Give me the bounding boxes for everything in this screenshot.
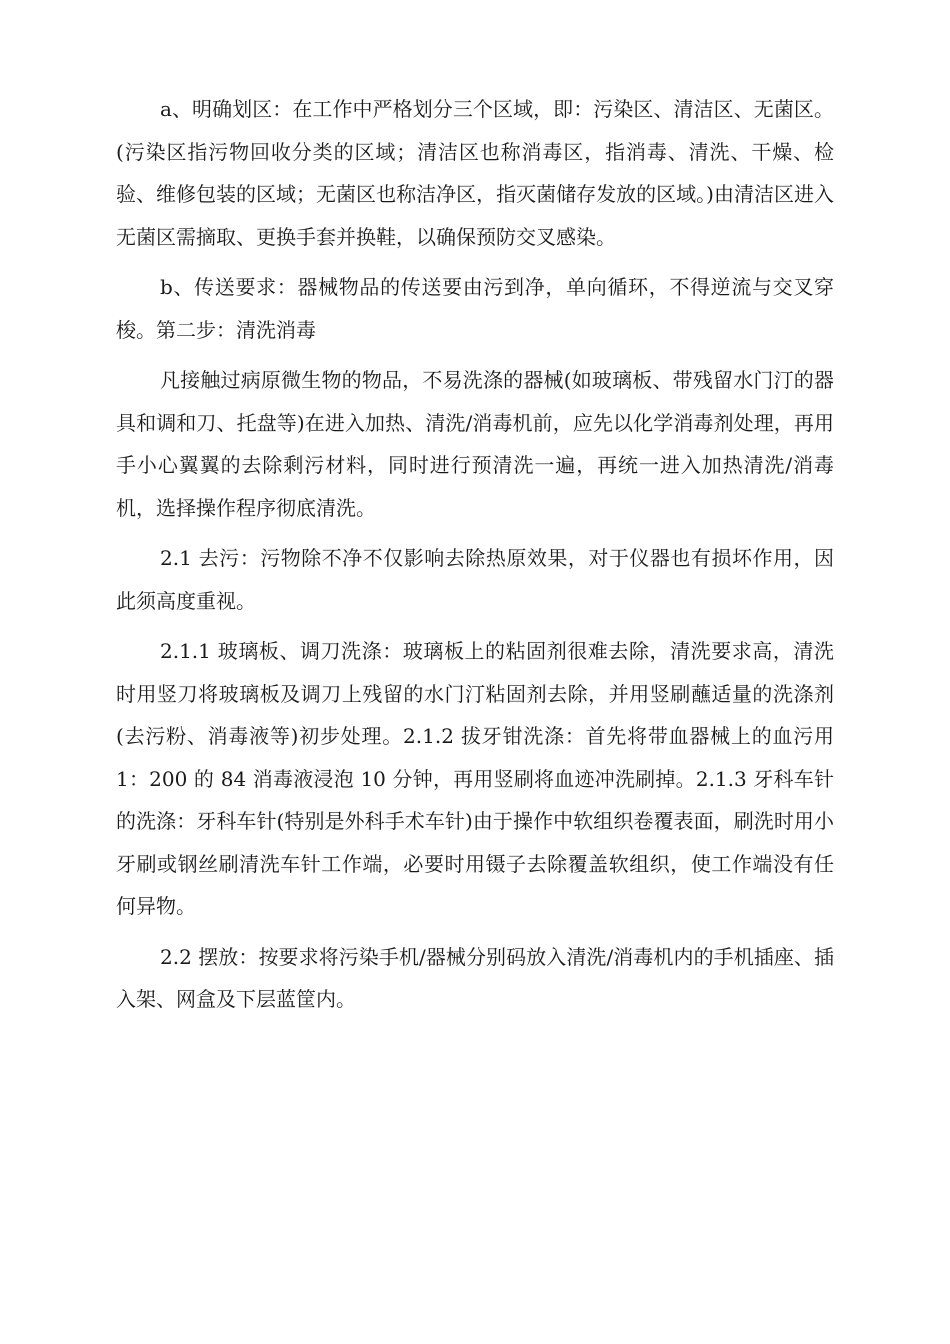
- paragraph-placement: 2.2 摆放：按要求将污染手机/器械分别码放入清洗/消毒机内的手机插座、插入架、网盒及下层蓝筐内。: [116, 944, 834, 1011]
- paragraph-transfer: b、传送要求：器械物品的传送要由污到净，单向循环，不得逆流与交叉穿梭。第二步：清洗消毒: [116, 275, 834, 342]
- paragraph-decontamination: 2.1 去污：污物除不净不仅影响去除热原效果，对于仪器也有损坏作用，因此须高度重视。: [116, 546, 834, 613]
- document-body: [116, 88, 834, 1029]
- paragraph-pretreatment: 凡接触过病原微生物的物品，不易洗涤的器械(如玻璃板、带残留水门汀的器具和调和刀、托盘等)在进入加热、清洗/消毒机前，应先以化学消毒剂处理，再用手小心翼翼的去除剩污材料，同时进行预清洗一遍，再统一进入加热清洗/消毒机，选择操作程序彻底清洗。: [116, 368, 834, 520]
- paragraph-zoning: a、明确划区：在工作中严格划分三个区域，即：污染区、清洁区、无菌区。(污染区指污物回收分类的区域；清洁区也称消毒区，指消毒、清洗、干燥、检验、维修包装的区域；无菌区也称洁净区，指灭菌储存发放的区域。)由清洁区进入无菌区需摘取、更换手套并换鞋，以确保预防交叉感染。: [116, 97, 834, 249]
- paragraph-instrument-washing: 2.1.1 玻璃板、调刀洗涤：玻璃板上的粘固剂很难去除，清洗要求高，清洗时用竖刀将玻璃板及调刀上残留的水门汀粘固剂去除，并用竖刷蘸适量的洗涤剂(去污粉、消毒液等)初步处理。2.1.2 拔牙钳洗涤：首先将带血器械上的血污用 1：200 的 84 消毒液浸泡 10 分钟，再用竖刷将血迹冲洗刷掉。2.1.3 牙科车针的洗涤：牙科车针(特别是外科手术车针)由于操作中软组织卷覆表面，刷洗时用小牙刷或钢丝刷清洗车针工作端，必要时用镊子去除覆盖软组织，使工作端没有任何异物。: [116, 639, 834, 918]
